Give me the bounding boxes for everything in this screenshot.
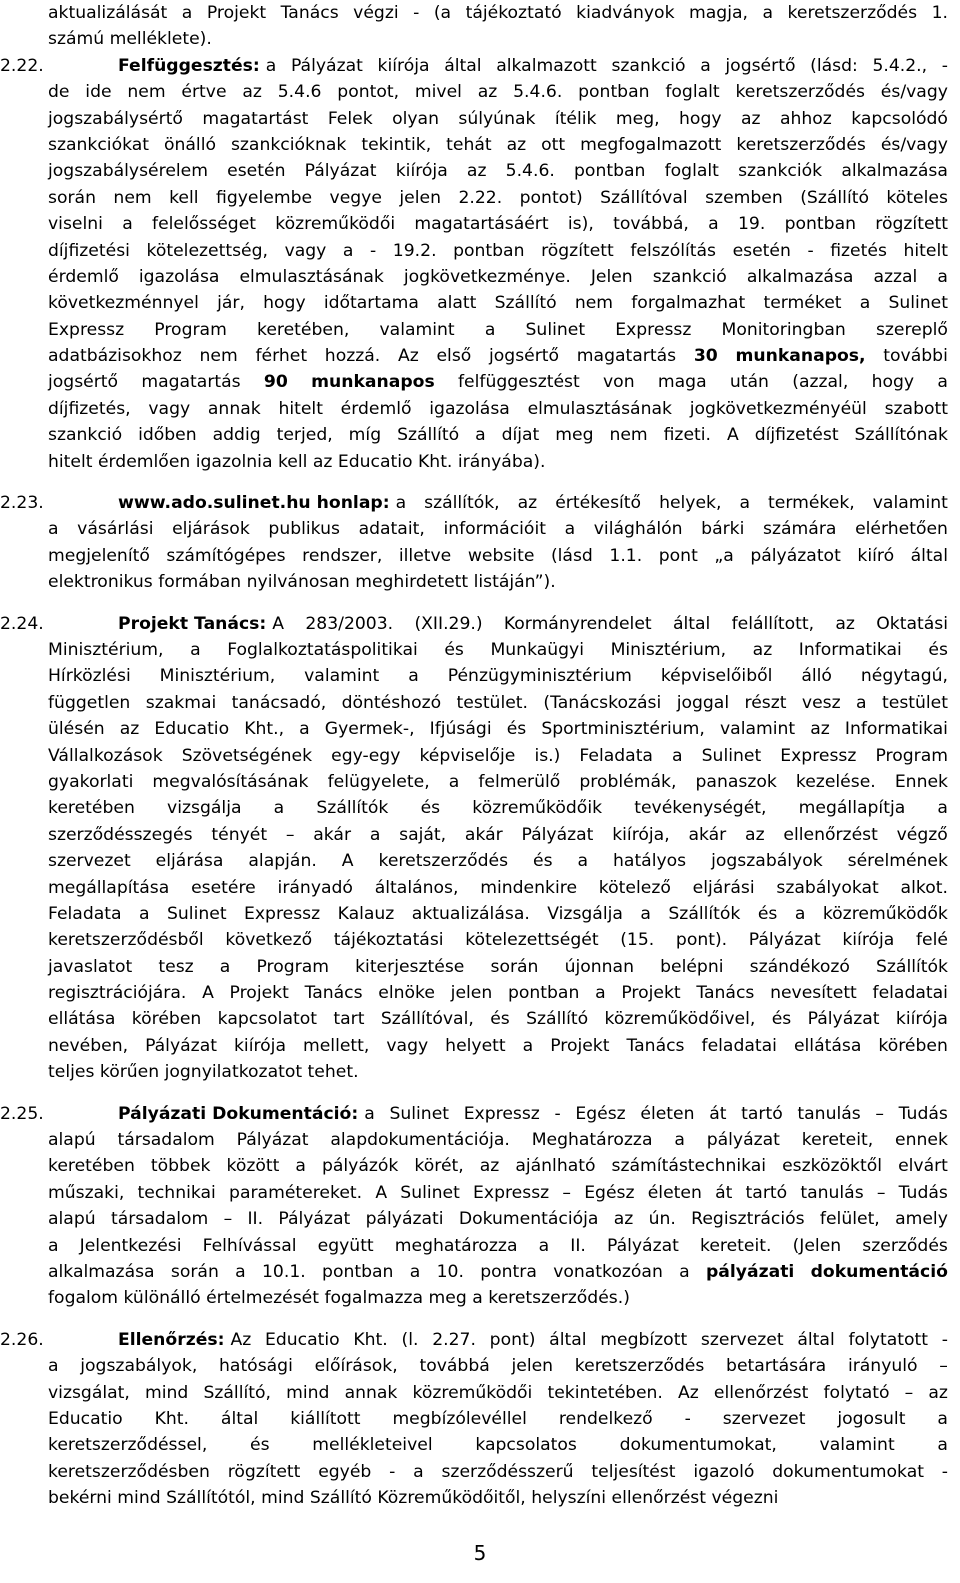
paragraph-line: során nem kell figyelembe vegye jelen 2.22. pontot) Szállítóval szemben (Szállító köteles xyxy=(48,187,948,208)
section-heading-line xyxy=(0,1101,948,1127)
section-first-text: Az Educatio Kht. (l. 2.27. pont) által megbízott szervezet által folytatott - xyxy=(230,1329,948,1350)
section-gap xyxy=(48,1312,948,1327)
paragraph-line: gyakorlati megvalósításának felügyelete, a felmerülő problémák, panaszok kezelése. Ennek xyxy=(48,771,948,792)
section-number: 2.24. xyxy=(0,613,44,634)
paragraph-line: szankciókat önálló szankcióknak tekintik, tehát az ott megfogalmazott keretszerződés és/vagy xyxy=(48,134,948,155)
paragraph-line: érdemlő igazolása elmulasztásának jogkövetkezménye. Jelen szankció alkalmazása azzal a xyxy=(48,266,948,287)
paragraph-line: a Jelentkezési Felhívással együtt meghatározza a II. Pályázat kereteit. (Jelen szerződés xyxy=(48,1235,948,1256)
paragraph-line: keretszerződésből következő tájékoztatási kötelezettségét (15. pont). Pályázat kiírója felé xyxy=(48,930,948,951)
paragraph-line: bekérni mind Szállítótól, mind Szállító Közreműködőitől, helyszíni ellenőrzést végezni xyxy=(48,1488,779,1509)
intro-line: számú melléklete). xyxy=(48,29,212,50)
paragraph-line: díjfizetés, vagy annak hitelt érdemlő igazolása elmulasztásának jogkövetkezményéül szabott xyxy=(48,398,948,419)
paragraph-line: jogszabálysérelem esetén Pályázat kiírója az 5.4.6. pontban foglalt szankciók alkalmazása xyxy=(48,161,948,182)
paragraph-line: következménnyel jár, hogy időtartama alatt Szállító nem forgalmazhat terméket a Sulinet xyxy=(48,293,948,314)
section-heading-line xyxy=(0,611,948,637)
section-heading-line xyxy=(0,1327,948,1353)
paragraph-line: de ide nem értve az 5.4.6 pontot, mivel az 5.4.6. pontban foglalt keretszerződés és/vagy xyxy=(48,82,948,103)
paragraph-line: keretszerződésben rögzített egyéb - a szerződésszerű teljesítést igazoló dokumentumokat - xyxy=(48,1461,948,1482)
paragraph-line: viselni a felelősséget közreműködői magatartásáért is), továbbá, a 19. pontban rögzített xyxy=(48,214,948,235)
section-gap xyxy=(48,1086,948,1101)
paragraph-line: Vállalkozások Szövetségének egy-egy képviselője is.) Feladata a Sulinet Expressz Program xyxy=(48,745,948,766)
paragraph-line: Hírközlési Minisztérium, valamint a Pénzügyminisztérium képviselőiből álló négytagú, xyxy=(48,666,948,687)
paragraph-line: alapú társadalom Pályázat alapdokumentációja. Meghatározza a pályázat kereteit, ennek xyxy=(48,1130,948,1151)
paragraph-line: keretében többek között a pályázók körét, az ajánlható számítástechnikai eszközöktől elvárt xyxy=(48,1156,948,1177)
section-first-text: a Sulinet Expressz - Egész életen át tartó tanulás – Tudás xyxy=(364,1103,948,1124)
paragraph-line: adatbázisokhoz nem férhet hozzá. Az első jogsértő magatartás 30 munkanapos, további xyxy=(48,346,948,367)
paragraph-line: megjelenítő számítógépes rendszer, illetve website (lásd 1.1. pont „a pályázatot kiíró által xyxy=(48,545,948,566)
paragraph-line: keretszerződéssel, és mellékleteivel kapcsolatos dokumentumokat, valamint a xyxy=(48,1435,948,1456)
paragraph-line: fogalom különálló értelmezését fogalmazza meg a keretszerződés.) xyxy=(48,1288,630,1309)
paragraph-line: független szakmai tanácsadó, döntéshozó testület. (Tanácskozási joggal részt vesz a testület xyxy=(48,692,948,713)
paragraph-line: megállapítása esetére irányadó általános, mindenkire kötelező eljárási szabályokat alkot. xyxy=(48,877,948,898)
section-gap xyxy=(48,475,948,490)
paragraph-line: ülésén az Educatio Kht., a Gyermek-, Ifjúsági és Sportminisztérium, valamint az Informatikai xyxy=(48,719,948,740)
section-title: Ellenőrzés: xyxy=(118,1329,231,1350)
paragraph-line: javaslatot tesz a Program kiterjesztése során újonnan belépni szándékozó Szállítók xyxy=(48,956,948,977)
paragraph-line: díjfizetési kötelezettség, vagy a - 19.2. pontban rögzített felszólítás esetén - fizetés hitelt xyxy=(48,240,948,261)
paragraph-line: alapú társadalom – II. Pályázat pályázati Dokumentációja az ún. Regisztrációs felület, amely xyxy=(48,1209,948,1230)
paragraph-line: Feladata a Sulinet Expressz Kalauz aktualizálása. Vizsgálja a Szállítók és a közreműködők xyxy=(48,903,948,924)
section-number: 2.23. xyxy=(0,493,44,514)
section-title: Projekt Tanács: xyxy=(118,613,273,634)
section-first-text: a szállítók, az értékesítő helyek, a termékek, valamint xyxy=(395,493,948,514)
paragraph-line: ellátása körében kapcsolatot tart Szállítóval, és Szállító közreműködőivel, és Pályázat kiírója xyxy=(48,1009,948,1030)
section-title: www.ado.sulinet.hu honlap: xyxy=(118,493,396,514)
section-number: 2.22. xyxy=(0,55,44,76)
paragraph-line: hitelt érdemlően igazolnia kell az Educatio Kht. irányába). xyxy=(48,451,546,472)
paragraph-line: alkalmazása során a 10.1. pontban a 10. pontra vonatkozóan a pályázati dokumentáció xyxy=(48,1261,948,1282)
section-heading-line xyxy=(0,490,948,516)
section-number: 2.25. xyxy=(0,1103,44,1124)
section-title: Pályázati Dokumentáció: xyxy=(118,1103,365,1124)
paragraph-line: elektronikus formában nyilvánosan meghirdetett listáján”). xyxy=(48,572,556,593)
paragraph-line: Expressz Program keretében, valamint a Sulinet Expressz Monitoringban szereplő xyxy=(48,319,948,340)
paragraph-line: vizsgálat, mind Szállító, mind annak közreműködői tekintetében. Az ellenőrzést folytató – az xyxy=(48,1382,948,1403)
paragraph-line: Minisztérium, a Foglalkoztatáspolitikai és Munkaügyi Minisztérium, az Informatikai és xyxy=(48,639,948,660)
paragraph-line: szankció időben addig terjed, míg Szállító a díjat meg nem fizeti. A díjfizetést Szállítónak xyxy=(48,425,948,446)
paragraph-line: Educatio Kht. által kiállított megbízólevéllel rendelkező - szervezet jogosult a xyxy=(48,1408,948,1429)
paragraph-line: nevében, Pályázat kiírója mellett, vagy helyett a Projekt Tanács feladatai ellátása körében xyxy=(48,1035,948,1056)
paragraph-line: a vásárlási eljárások publikus adatait, információit a világhálón bárki számára elérhetően xyxy=(48,519,948,540)
section-first-text: A 283/2003. (XII.29.) Kormányrendelet által felállított, az Oktatási xyxy=(272,613,948,634)
page-number: 5 xyxy=(473,1541,487,1565)
paragraph-line: teljes körűen jognyilatkozatot tehet. xyxy=(48,1062,359,1083)
paragraph-line: műszaki, technikai paramétereket. A Sulinet Expressz – Egész életen át tartó tanulás – Tudás xyxy=(48,1182,948,1203)
paragraph-line: a jogszabályok, hatósági előírások, továbbá jelen keretszerződés betartására irányuló – xyxy=(48,1356,948,1377)
paragraph-line: szerződésszegés tényét – akár a saját, akár Pályázat kiírója, akár az ellenőrzést végző xyxy=(48,824,948,845)
intro-line: aktualizálását a Projekt Tanács végzi - (a tájékoztató kiadványok magja, a keretszerződés 1. xyxy=(48,3,948,23)
paragraph-line: regisztrációjára. A Projekt Tanács elnöke jelen pontban a Projekt Tanács nevesített feladatai xyxy=(48,983,948,1004)
paragraph-line: szervezet eljárása alapján. A keretszerződés és a hatályos jogszabályok sérelmének xyxy=(48,851,948,872)
section-title: Felfüggesztés: xyxy=(118,55,266,76)
section-heading-line xyxy=(0,53,948,79)
paragraph-line: jogsértő magatartás 90 munkanapos felfüggesztést von maga után (azzal, hogy a xyxy=(48,372,948,393)
section-number: 2.26. xyxy=(0,1329,44,1350)
section-gap xyxy=(48,596,948,611)
paragraph-line: jogszabálysértő magatartást Felek olyan súlyúnak ítélik meg, hogy az ahhoz kapcsolódó xyxy=(48,108,948,129)
section-first-text: a Pályázat kiírója által alkalmazott szankció a jogsértő (lásd: 5.4.2., - xyxy=(265,55,948,76)
paragraph-line: keretében vizsgálja a Szállítók és közreműködőik tevékenységét, megállapítja a xyxy=(48,798,948,819)
